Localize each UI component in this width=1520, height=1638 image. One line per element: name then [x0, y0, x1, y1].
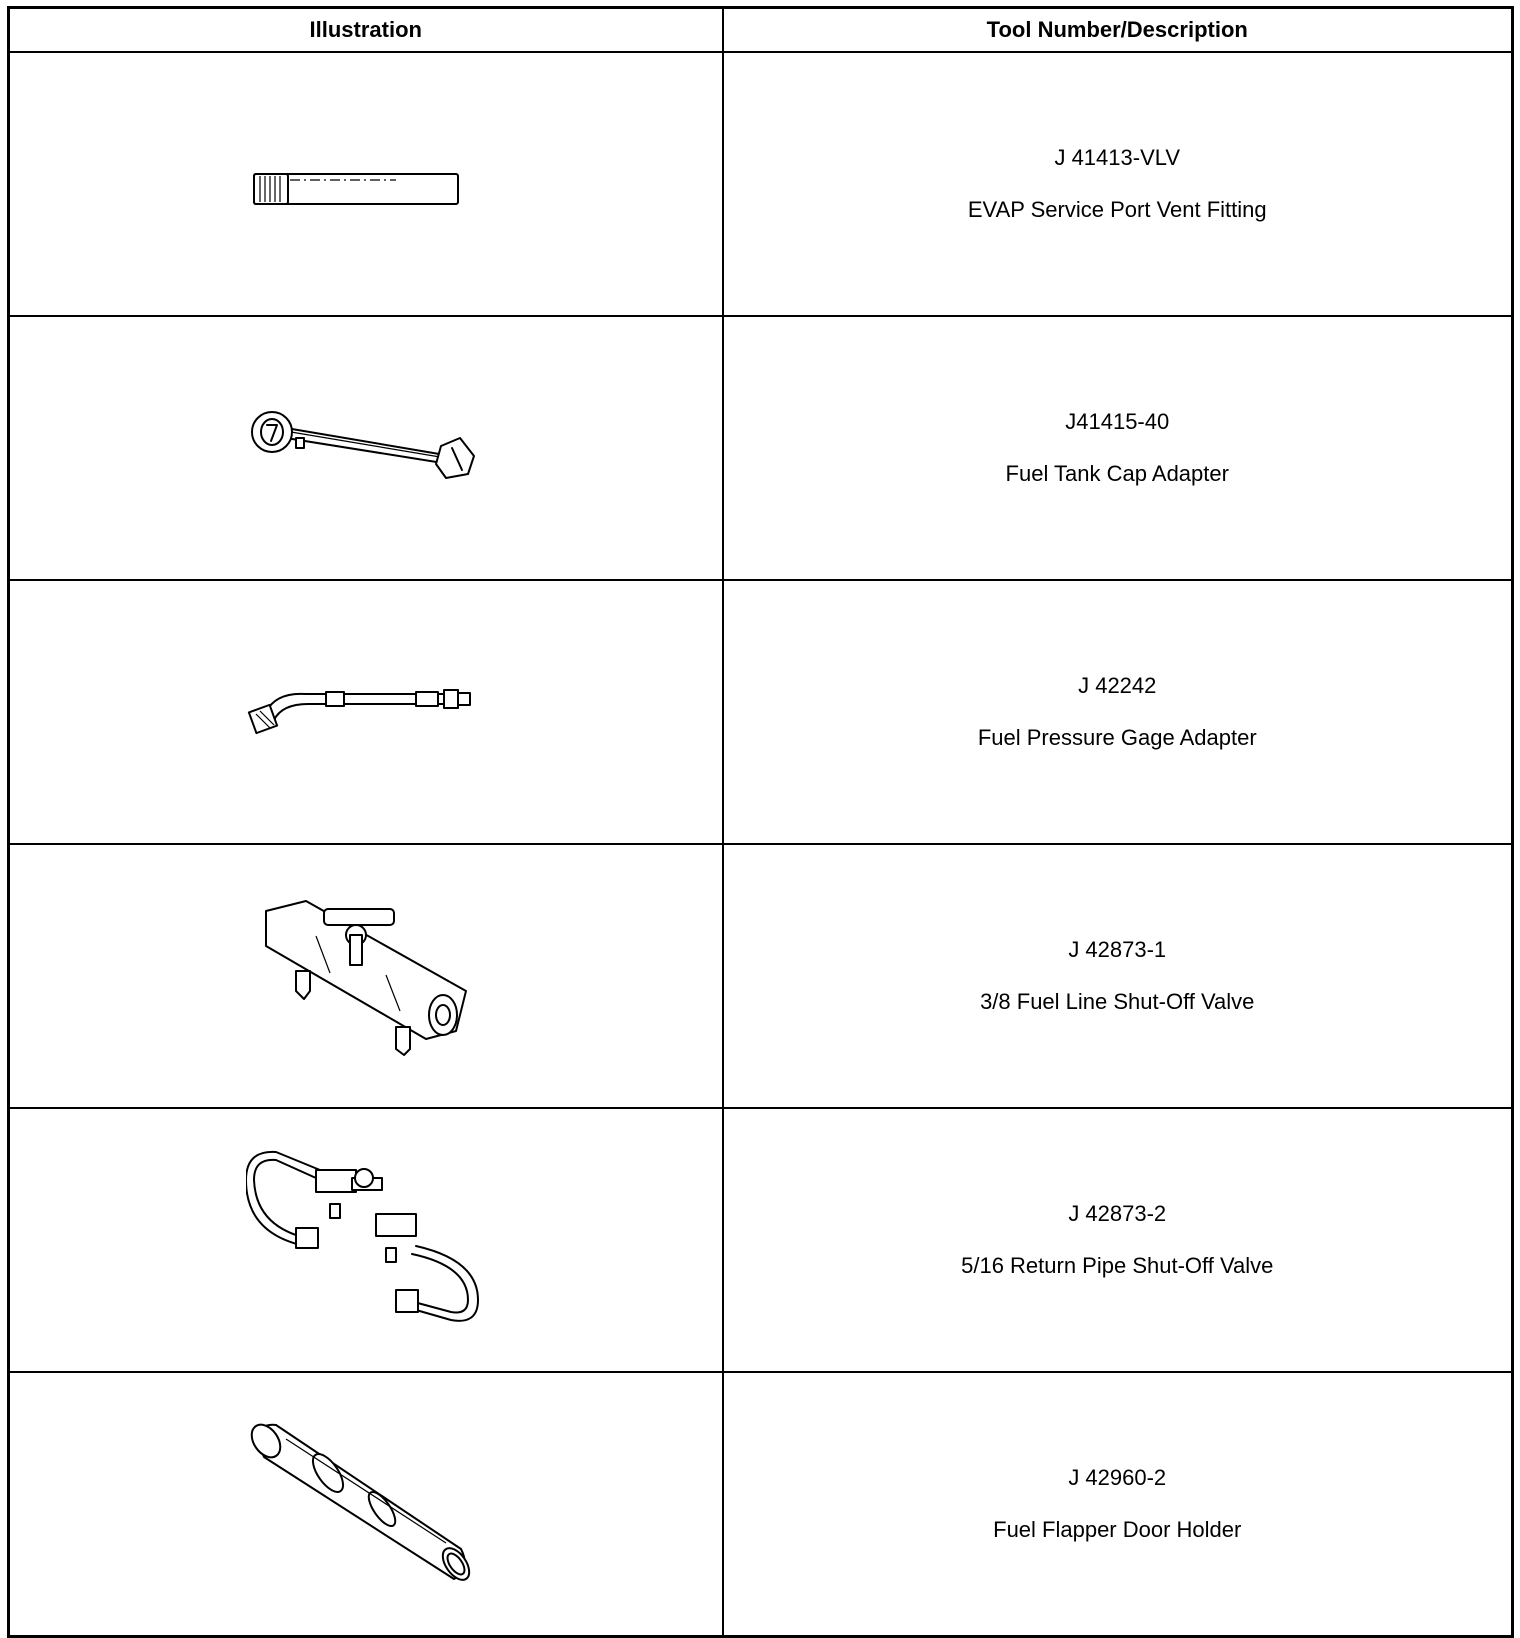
table-row: [9, 52, 1513, 316]
tool-number: J 42960-2: [1068, 1465, 1167, 1490]
table-row: [9, 580, 1513, 844]
return-pipe-valve-icon: [246, 1150, 486, 1330]
vent-fitting-icon: [246, 154, 486, 214]
illustration-cell: [9, 580, 723, 844]
flapper-door-holder-icon: [246, 1419, 486, 1589]
tool-number: J41415-40: [1065, 409, 1170, 434]
table-row: [9, 316, 1513, 580]
header-tool-description: Tool Number/Description: [723, 8, 1513, 53]
description-cell: [723, 580, 1513, 844]
tool-number: J 42873-2: [1068, 1201, 1167, 1226]
description-cell: [723, 52, 1513, 316]
description-cell: [723, 1372, 1513, 1637]
tool-description: Fuel Tank Cap Adapter: [1005, 461, 1229, 486]
illustration-cell: [9, 1372, 723, 1637]
description-cell: [723, 844, 1513, 1108]
table-row: [9, 844, 1513, 1108]
tool-description: Fuel Flapper Door Holder: [993, 1517, 1242, 1542]
tool-number: J 42873-1: [1068, 937, 1167, 962]
tool-description: EVAP Service Port Vent Fitting: [967, 197, 1267, 222]
header-illustration: Illustration: [9, 8, 723, 53]
header-row: [9, 8, 1513, 53]
illustration-cell: [9, 844, 723, 1108]
illustration-cell: [9, 1108, 723, 1372]
tools-table: [7, 6, 1514, 1638]
table-row: [9, 1372, 1513, 1637]
illustration-cell: [9, 52, 723, 316]
tool-description: Fuel Pressure Gage Adapter: [977, 725, 1257, 750]
illustration-cell: [9, 316, 723, 580]
tool-number: J 41413-VLV: [1054, 145, 1181, 170]
tank-cap-adapter-icon: [246, 408, 486, 488]
tool-number: J 42242: [1078, 673, 1157, 698]
description-cell: [723, 316, 1513, 580]
description-cell: [723, 1108, 1513, 1372]
tool-description: 5/16 Return Pipe Shut-Off Valve: [961, 1253, 1274, 1278]
table-row: [9, 1108, 1513, 1372]
shutoff-valve-icon: [246, 891, 486, 1061]
gage-adapter-icon: [246, 682, 486, 742]
tool-description: 3/8 Fuel Line Shut-Off Valve: [980, 989, 1255, 1014]
